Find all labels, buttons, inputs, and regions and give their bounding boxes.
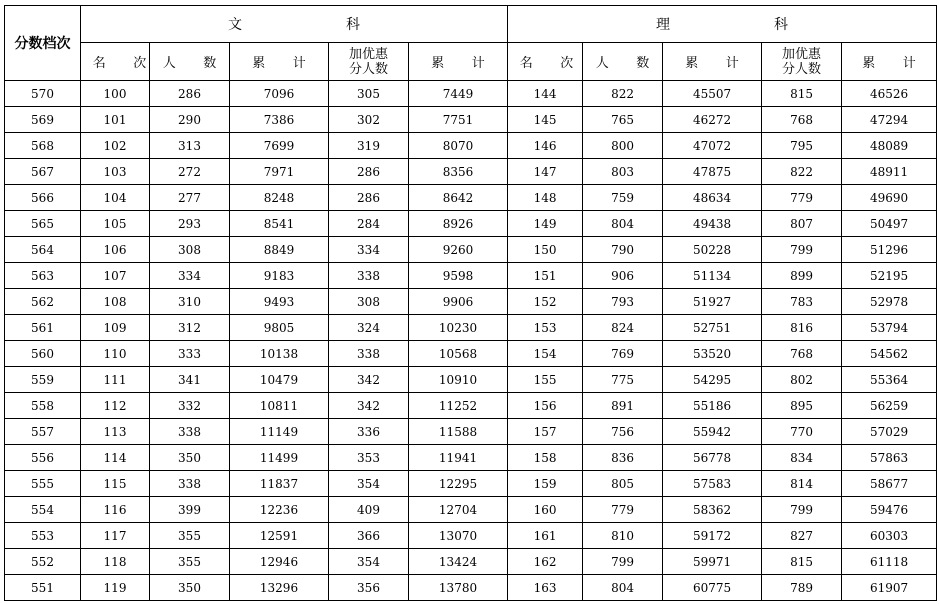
wenke-cell-4: 11588 [409, 419, 508, 445]
table-row [5, 575, 937, 601]
wenke-cell-2: 11837 [230, 471, 329, 497]
like-cell-4: 57029 [842, 419, 937, 445]
like-cell-0: 152 [508, 289, 583, 315]
table-row [5, 471, 937, 497]
wenke-cell-1: 355 [150, 549, 230, 575]
wenke-cell-4: 10230 [409, 315, 508, 341]
like-cell-4: 51296 [842, 237, 937, 263]
column-header-wenke-2: 累 计 [230, 43, 329, 81]
score-distribution-table [4, 5, 937, 601]
group-header-wenke-left: 文 [228, 17, 243, 33]
like-cell-4: 54562 [842, 341, 937, 367]
wenke-cell-3: 334 [329, 237, 409, 263]
wenke-cell-0: 106 [81, 237, 150, 263]
wenke-cell-4: 9598 [409, 263, 508, 289]
like-cell-4: 56259 [842, 393, 937, 419]
like-cell-2: 58362 [663, 497, 762, 523]
like-cell-0: 151 [508, 263, 583, 289]
score-cell: 558 [5, 393, 81, 419]
wenke-cell-1: 290 [150, 107, 230, 133]
column-header-like-3: 加优惠 分人数 [762, 43, 842, 81]
like-cell-3: 822 [762, 159, 842, 185]
like-cell-3: 795 [762, 133, 842, 159]
wenke-cell-1: 334 [150, 263, 230, 289]
like-cell-2: 55942 [663, 419, 762, 445]
like-cell-2: 47072 [663, 133, 762, 159]
like-cell-4: 50497 [842, 211, 937, 237]
like-cell-0: 147 [508, 159, 583, 185]
wenke-cell-4: 10568 [409, 341, 508, 367]
score-cell: 570 [5, 81, 81, 107]
like-cell-4: 61907 [842, 575, 937, 601]
wenke-cell-0: 117 [81, 523, 150, 549]
wenke-cell-2: 13296 [230, 575, 329, 601]
like-cell-0: 158 [508, 445, 583, 471]
wenke-cell-4: 13070 [409, 523, 508, 549]
wenke-cell-2: 12236 [230, 497, 329, 523]
like-cell-0: 154 [508, 341, 583, 367]
column-header-like-2: 累 计 [663, 43, 762, 81]
like-cell-1: 799 [583, 549, 663, 575]
wenke-cell-0: 113 [81, 419, 150, 445]
wenke-cell-0: 101 [81, 107, 150, 133]
wenke-cell-1: 350 [150, 445, 230, 471]
like-cell-2: 49438 [663, 211, 762, 237]
wenke-cell-1: 308 [150, 237, 230, 263]
like-cell-0: 148 [508, 185, 583, 211]
like-cell-2: 46272 [663, 107, 762, 133]
wenke-cell-0: 103 [81, 159, 150, 185]
like-cell-2: 45507 [663, 81, 762, 107]
like-cell-3: 802 [762, 367, 842, 393]
like-cell-0: 157 [508, 419, 583, 445]
like-cell-0: 149 [508, 211, 583, 237]
like-cell-4: 48089 [842, 133, 937, 159]
like-cell-4: 53794 [842, 315, 937, 341]
wenke-cell-1: 338 [150, 419, 230, 445]
column-header-like-1: 人 数 [583, 43, 663, 81]
like-cell-0: 145 [508, 107, 583, 133]
wenke-cell-0: 115 [81, 471, 150, 497]
like-cell-4: 46526 [842, 81, 937, 107]
like-cell-4: 52195 [842, 263, 937, 289]
table-row [5, 315, 937, 341]
like-cell-2: 55186 [663, 393, 762, 419]
wenke-cell-2: 9493 [230, 289, 329, 315]
score-cell: 566 [5, 185, 81, 211]
wenke-cell-4: 9260 [409, 237, 508, 263]
score-cell: 556 [5, 445, 81, 471]
like-cell-3: 799 [762, 497, 842, 523]
wenke-cell-2: 10138 [230, 341, 329, 367]
score-cell: 561 [5, 315, 81, 341]
wenke-cell-1: 399 [150, 497, 230, 523]
like-cell-0: 159 [508, 471, 583, 497]
like-cell-2: 47875 [663, 159, 762, 185]
wenke-cell-2: 10811 [230, 393, 329, 419]
wenke-cell-3: 338 [329, 341, 409, 367]
wenke-cell-4: 11941 [409, 445, 508, 471]
like-cell-3: 799 [762, 237, 842, 263]
score-cell: 562 [5, 289, 81, 315]
like-cell-1: 769 [583, 341, 663, 367]
like-cell-0: 144 [508, 81, 583, 107]
wenke-cell-3: 338 [329, 263, 409, 289]
like-cell-3: 815 [762, 549, 842, 575]
wenke-cell-4: 8642 [409, 185, 508, 211]
like-cell-1: 800 [583, 133, 663, 159]
like-cell-3: 895 [762, 393, 842, 419]
score-cell: 557 [5, 419, 81, 445]
group-header-like-right: 科 [774, 17, 789, 33]
score-cell: 563 [5, 263, 81, 289]
like-cell-0: 153 [508, 315, 583, 341]
like-cell-2: 56778 [663, 445, 762, 471]
like-cell-2: 51927 [663, 289, 762, 315]
wenke-cell-2: 8541 [230, 211, 329, 237]
wenke-cell-3: 366 [329, 523, 409, 549]
wenke-cell-3: 305 [329, 81, 409, 107]
table-row [5, 497, 937, 523]
score-cell: 553 [5, 523, 81, 549]
wenke-cell-4: 10910 [409, 367, 508, 393]
like-cell-0: 162 [508, 549, 583, 575]
like-cell-2: 48634 [663, 185, 762, 211]
wenke-cell-1: 333 [150, 341, 230, 367]
group-header-like [508, 6, 937, 43]
like-cell-3: 827 [762, 523, 842, 549]
wenke-cell-0: 112 [81, 393, 150, 419]
wenke-cell-4: 13780 [409, 575, 508, 601]
like-cell-2: 59971 [663, 549, 762, 575]
wenke-cell-2: 12946 [230, 549, 329, 575]
like-cell-2: 57583 [663, 471, 762, 497]
like-cell-3: 768 [762, 107, 842, 133]
wenke-cell-4: 8356 [409, 159, 508, 185]
wenke-cell-3: 354 [329, 549, 409, 575]
score-table-container [4, 5, 937, 601]
wenke-cell-4: 7751 [409, 107, 508, 133]
like-cell-4: 47294 [842, 107, 937, 133]
like-cell-1: 793 [583, 289, 663, 315]
wenke-cell-3: 409 [329, 497, 409, 523]
wenke-cell-0: 107 [81, 263, 150, 289]
like-cell-1: 822 [583, 81, 663, 107]
table-row [5, 133, 937, 159]
like-cell-3: 789 [762, 575, 842, 601]
wenke-cell-1: 310 [150, 289, 230, 315]
wenke-cell-3: 286 [329, 159, 409, 185]
wenke-cell-0: 105 [81, 211, 150, 237]
wenke-cell-2: 7096 [230, 81, 329, 107]
like-cell-1: 804 [583, 211, 663, 237]
table-row [5, 549, 937, 575]
like-cell-4: 60303 [842, 523, 937, 549]
wenke-cell-0: 110 [81, 341, 150, 367]
column-header-like-0: 名 次 [508, 43, 583, 81]
like-cell-4: 58677 [842, 471, 937, 497]
wenke-cell-2: 9183 [230, 263, 329, 289]
wenke-cell-3: 356 [329, 575, 409, 601]
score-level-header: 分数档次 [5, 6, 81, 81]
like-cell-1: 906 [583, 263, 663, 289]
wenke-cell-3: 336 [329, 419, 409, 445]
wenke-cell-1: 332 [150, 393, 230, 419]
score-cell: 569 [5, 107, 81, 133]
like-cell-1: 803 [583, 159, 663, 185]
group-header-like-left: 理 [656, 17, 671, 33]
wenke-cell-4: 12704 [409, 497, 508, 523]
wenke-cell-1: 338 [150, 471, 230, 497]
like-cell-2: 53520 [663, 341, 762, 367]
wenke-cell-4: 9906 [409, 289, 508, 315]
wenke-cell-3: 284 [329, 211, 409, 237]
table-row [5, 341, 937, 367]
like-cell-4: 52978 [842, 289, 937, 315]
wenke-cell-4: 11252 [409, 393, 508, 419]
like-cell-2: 51134 [663, 263, 762, 289]
wenke-cell-2: 10479 [230, 367, 329, 393]
wenke-cell-3: 342 [329, 367, 409, 393]
score-cell: 552 [5, 549, 81, 575]
wenke-cell-1: 341 [150, 367, 230, 393]
wenke-cell-0: 108 [81, 289, 150, 315]
wenke-cell-0: 119 [81, 575, 150, 601]
table-row [5, 263, 937, 289]
like-cell-4: 48911 [842, 159, 937, 185]
wenke-cell-0: 109 [81, 315, 150, 341]
like-cell-3: 899 [762, 263, 842, 289]
like-cell-3: 770 [762, 419, 842, 445]
like-cell-0: 161 [508, 523, 583, 549]
like-cell-1: 775 [583, 367, 663, 393]
score-cell: 555 [5, 471, 81, 497]
like-cell-3: 834 [762, 445, 842, 471]
like-cell-0: 160 [508, 497, 583, 523]
wenke-cell-0: 114 [81, 445, 150, 471]
like-cell-4: 49690 [842, 185, 937, 211]
like-cell-1: 810 [583, 523, 663, 549]
like-cell-1: 790 [583, 237, 663, 263]
score-cell: 559 [5, 367, 81, 393]
wenke-cell-3: 324 [329, 315, 409, 341]
wenke-cell-2: 8248 [230, 185, 329, 211]
like-cell-2: 52751 [663, 315, 762, 341]
wenke-cell-2: 11499 [230, 445, 329, 471]
wenke-cell-1: 312 [150, 315, 230, 341]
table-row [5, 159, 937, 185]
like-cell-2: 54295 [663, 367, 762, 393]
like-cell-3: 807 [762, 211, 842, 237]
table-row [5, 367, 937, 393]
group-header-wenke-right: 科 [346, 17, 361, 33]
wenke-cell-3: 342 [329, 393, 409, 419]
table-row [5, 445, 937, 471]
column-header-wenke-4: 累 计 [409, 43, 508, 81]
wenke-cell-1: 313 [150, 133, 230, 159]
score-cell: 551 [5, 575, 81, 601]
column-header-like-4: 累 计 [842, 43, 937, 81]
like-cell-3: 779 [762, 185, 842, 211]
wenke-cell-1: 272 [150, 159, 230, 185]
wenke-cell-0: 100 [81, 81, 150, 107]
column-header-wenke-1: 人 数 [150, 43, 230, 81]
table-row [5, 393, 937, 419]
like-cell-0: 146 [508, 133, 583, 159]
wenke-cell-2: 7971 [230, 159, 329, 185]
wenke-cell-1: 350 [150, 575, 230, 601]
table-row [5, 289, 937, 315]
like-cell-3: 783 [762, 289, 842, 315]
like-cell-4: 61118 [842, 549, 937, 575]
like-cell-1: 805 [583, 471, 663, 497]
like-cell-3: 815 [762, 81, 842, 107]
score-cell: 567 [5, 159, 81, 185]
wenke-cell-3: 319 [329, 133, 409, 159]
like-cell-4: 59476 [842, 497, 937, 523]
score-cell: 564 [5, 237, 81, 263]
like-cell-0: 150 [508, 237, 583, 263]
wenke-cell-4: 8926 [409, 211, 508, 237]
like-cell-3: 768 [762, 341, 842, 367]
like-cell-0: 156 [508, 393, 583, 419]
table-row [5, 523, 937, 549]
wenke-cell-3: 354 [329, 471, 409, 497]
wenke-cell-0: 104 [81, 185, 150, 211]
like-cell-2: 50228 [663, 237, 762, 263]
table-body [5, 81, 937, 601]
column-header-row [5, 43, 937, 81]
like-cell-1: 779 [583, 497, 663, 523]
wenke-cell-3: 308 [329, 289, 409, 315]
like-cell-1: 836 [583, 445, 663, 471]
like-cell-1: 824 [583, 315, 663, 341]
wenke-cell-1: 293 [150, 211, 230, 237]
group-header-wenke [81, 6, 508, 43]
table-row [5, 107, 937, 133]
table-row [5, 211, 937, 237]
wenke-cell-3: 353 [329, 445, 409, 471]
wenke-cell-2: 7386 [230, 107, 329, 133]
wenke-cell-0: 118 [81, 549, 150, 575]
table-row [5, 185, 937, 211]
like-cell-3: 816 [762, 315, 842, 341]
wenke-cell-3: 286 [329, 185, 409, 211]
wenke-cell-1: 286 [150, 81, 230, 107]
wenke-cell-0: 102 [81, 133, 150, 159]
like-cell-1: 765 [583, 107, 663, 133]
score-cell: 554 [5, 497, 81, 523]
like-cell-2: 60775 [663, 575, 762, 601]
wenke-cell-2: 11149 [230, 419, 329, 445]
like-cell-1: 756 [583, 419, 663, 445]
table-row [5, 419, 937, 445]
wenke-cell-2: 7699 [230, 133, 329, 159]
wenke-cell-4: 12295 [409, 471, 508, 497]
wenke-cell-0: 111 [81, 367, 150, 393]
wenke-cell-4: 7449 [409, 81, 508, 107]
score-cell: 565 [5, 211, 81, 237]
like-cell-4: 55364 [842, 367, 937, 393]
wenke-cell-2: 8849 [230, 237, 329, 263]
score-cell: 568 [5, 133, 81, 159]
score-cell: 560 [5, 341, 81, 367]
wenke-cell-2: 9805 [230, 315, 329, 341]
table-row [5, 81, 937, 107]
like-cell-1: 759 [583, 185, 663, 211]
like-cell-4: 57863 [842, 445, 937, 471]
wenke-cell-1: 355 [150, 523, 230, 549]
wenke-cell-4: 13424 [409, 549, 508, 575]
like-cell-3: 814 [762, 471, 842, 497]
wenke-cell-2: 12591 [230, 523, 329, 549]
like-cell-2: 59172 [663, 523, 762, 549]
like-cell-0: 155 [508, 367, 583, 393]
group-header-row [5, 6, 937, 43]
wenke-cell-4: 8070 [409, 133, 508, 159]
column-header-wenke-3: 加优惠 分人数 [329, 43, 409, 81]
wenke-cell-0: 116 [81, 497, 150, 523]
column-header-wenke-0: 名 次 [81, 43, 150, 81]
table-row [5, 237, 937, 263]
wenke-cell-1: 277 [150, 185, 230, 211]
like-cell-1: 891 [583, 393, 663, 419]
wenke-cell-3: 302 [329, 107, 409, 133]
like-cell-0: 163 [508, 575, 583, 601]
like-cell-1: 804 [583, 575, 663, 601]
